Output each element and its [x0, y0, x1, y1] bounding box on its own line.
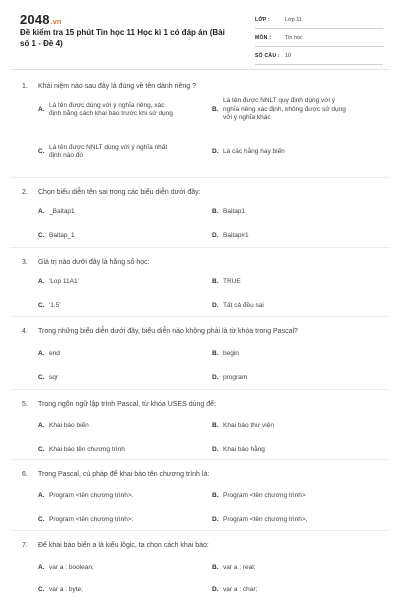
meta-row-subject — [255, 32, 383, 47]
meta-value: Lớp 11 — [285, 17, 302, 23]
option-text — [49, 446, 125, 455]
option-text-line: Tất cả đều sai — [223, 301, 264, 309]
question-prompt: Trong Pascal, cú pháp để khai báo tên chương trình là: — [38, 471, 210, 478]
option-letter: C. — [38, 301, 45, 309]
option-letter: C. — [38, 445, 45, 453]
option-letter: B. — [212, 563, 219, 571]
question-prompt: Giá trị nào dưới đây là hằng số học: — [38, 259, 150, 266]
option-text — [223, 422, 274, 431]
option-letter: D. — [212, 445, 219, 453]
question-text — [22, 258, 382, 267]
option-text — [49, 350, 60, 359]
option-text — [223, 564, 256, 573]
option-text-line: Program <tên chương trình>, — [223, 515, 308, 523]
option-text-line: end — [49, 349, 60, 357]
option-letter: D. — [212, 231, 219, 239]
option-text — [49, 232, 75, 241]
option-text — [223, 232, 249, 241]
meta-label: MÔN : — [255, 35, 272, 41]
option-letter: D. — [212, 301, 219, 309]
option-text-line: Khai báo hằng — [223, 445, 265, 453]
option-letter: A. — [38, 491, 45, 499]
option-letter: A. — [38, 277, 45, 285]
option-text-line: Khai báo biến — [49, 421, 89, 429]
option-text — [223, 302, 264, 311]
question-divider — [10, 389, 390, 390]
question-text — [22, 82, 382, 91]
option-text — [49, 102, 173, 119]
option-letter: C. — [38, 231, 45, 239]
option-text-line: Baitap#1 — [223, 231, 249, 239]
question-prompt: Trong những biểu diễn dưới đây, biểu diễn nào không phải là từ khóa trong Pascal? — [38, 328, 298, 335]
option-text — [49, 564, 94, 573]
option-text-line: nghĩa riêng xác định, không được sử dụng — [223, 105, 346, 113]
option-text-line: Program <tên chương trình>. — [49, 491, 134, 499]
option-text-line: Program <tên chương trình> — [223, 491, 306, 499]
option-text-line: '1.5' — [49, 301, 61, 309]
logo-main: 2048 — [20, 12, 50, 27]
question-divider — [10, 316, 390, 317]
option-text-line: Khai báo tên chương trình — [49, 445, 125, 453]
question-text — [22, 470, 382, 479]
option-text — [49, 144, 167, 161]
option-text — [49, 374, 58, 383]
question-text — [22, 327, 382, 336]
option-text — [223, 446, 265, 455]
meta-label: LỚP : — [255, 17, 271, 23]
meta-value: Tin học — [285, 35, 303, 41]
option-text — [49, 516, 134, 525]
option-text — [49, 422, 89, 431]
option-text-line: program — [223, 373, 248, 381]
option-letter: C. — [38, 147, 45, 155]
site-logo[interactable] — [20, 12, 61, 27]
option-text — [223, 97, 346, 123]
exam-meta-box — [255, 14, 383, 65]
question-number: 4. — [22, 328, 28, 335]
option-letter: B. — [212, 207, 219, 215]
question-divider — [10, 459, 390, 460]
option-text — [223, 148, 285, 157]
question-divider — [10, 247, 390, 248]
meta-row-class — [255, 14, 383, 29]
meta-row-question-count — [255, 50, 383, 65]
option-text-line: Là tên được NNLT quy định dùng với ý — [223, 97, 336, 105]
option-letter: B. — [212, 491, 219, 499]
option-text — [49, 278, 79, 287]
option-text — [49, 302, 61, 311]
option-letter: A. — [38, 105, 45, 113]
question-text — [22, 188, 382, 197]
option-text — [223, 350, 239, 359]
option-text — [49, 208, 75, 217]
option-text-line: định nào đó — [49, 152, 83, 159]
option-text-line: 'Lop 11A1' — [49, 277, 79, 285]
option-letter: A. — [38, 563, 45, 571]
question-prompt: Trong ngôn ngữ lập trình Pascal, từ khóa USES dùng để: — [38, 401, 216, 408]
option-text — [49, 586, 83, 595]
question-prompt: Để khai báo biến a là kiểu lôgic, ta chọn cách khai báo: — [38, 542, 209, 549]
document-title: Đề kiểm tra 15 phút Tin học 11 Học kì 1 có đáp án (Bài số 1 - Đề 4) — [20, 28, 225, 48]
question-number: 1. — [22, 83, 28, 90]
option-letter: D. — [212, 373, 219, 381]
question-text — [22, 541, 382, 550]
option-text-line: var a : real; — [223, 563, 256, 571]
question-prompt: Chọn biểu diễn tên sai trong các biểu diễn dưới đây: — [38, 189, 201, 196]
option-text — [223, 492, 306, 501]
option-letter: A. — [38, 421, 45, 429]
option-text-line: Là tên được NNLT dùng với ý nghĩa nhất — [49, 143, 168, 151]
question-prompt: Khái niệm nào sau đây là đúng về tên dành riêng ? — [38, 83, 197, 90]
question-number: 3. — [22, 259, 28, 266]
option-text-line: Baitap_1 — [49, 231, 75, 239]
question-number: 5. — [22, 401, 28, 408]
option-text-line: với ý nghĩa khác — [223, 114, 271, 122]
option-text-line: begin — [223, 349, 239, 357]
option-text — [223, 586, 257, 595]
option-letter: A. — [38, 349, 45, 357]
question-divider — [10, 530, 390, 531]
option-letter: A. — [38, 207, 45, 215]
option-text-line: sqr — [49, 373, 59, 381]
question-divider — [10, 177, 390, 178]
option-letter: D. — [212, 585, 219, 593]
header-divider — [10, 69, 390, 70]
meta-value: 10 — [285, 53, 292, 59]
option-text-line: định bằng cách khai báo trước khi sử dụng — [49, 110, 173, 117]
option-text — [223, 208, 245, 217]
logo-suffix: .vn — [50, 19, 62, 26]
option-letter: B. — [212, 421, 219, 429]
question-number: 2. — [22, 189, 28, 196]
option-letter: D. — [212, 147, 219, 155]
option-text-line: var a : char; — [223, 585, 258, 593]
option-text-line: Khai báo thư viện — [223, 421, 274, 429]
option-letter: D. — [212, 515, 219, 523]
option-text — [223, 516, 308, 525]
option-text — [49, 492, 134, 501]
option-letter: B. — [212, 277, 219, 285]
option-text-line: _Baitap1 — [49, 207, 75, 215]
option-letter: B. — [212, 105, 219, 113]
meta-label: SỐ CÂU : — [255, 53, 280, 59]
option-text — [223, 374, 247, 383]
option-text-line: Là tên được dùng với ý nghĩa riêng, xác — [49, 101, 165, 109]
page-header — [0, 0, 400, 70]
option-letter: C. — [38, 585, 45, 593]
option-letter: B. — [212, 349, 219, 357]
option-letter: C. — [38, 373, 45, 381]
question-number: 7. — [22, 542, 28, 549]
option-text-line: TRUE — [223, 277, 241, 285]
option-text — [223, 278, 241, 287]
option-letter: C. — [38, 515, 45, 523]
question-number: 6. — [22, 471, 28, 478]
option-text-line: Program <tên chương trình>; — [49, 515, 134, 523]
option-text-line: var a : byte; — [49, 585, 83, 593]
question-text — [22, 400, 382, 409]
option-text-line: Là các hằng hay biến — [223, 147, 285, 155]
option-text-line: Baitap1 — [223, 207, 246, 215]
option-text-line: var a : boolean; — [49, 563, 94, 571]
